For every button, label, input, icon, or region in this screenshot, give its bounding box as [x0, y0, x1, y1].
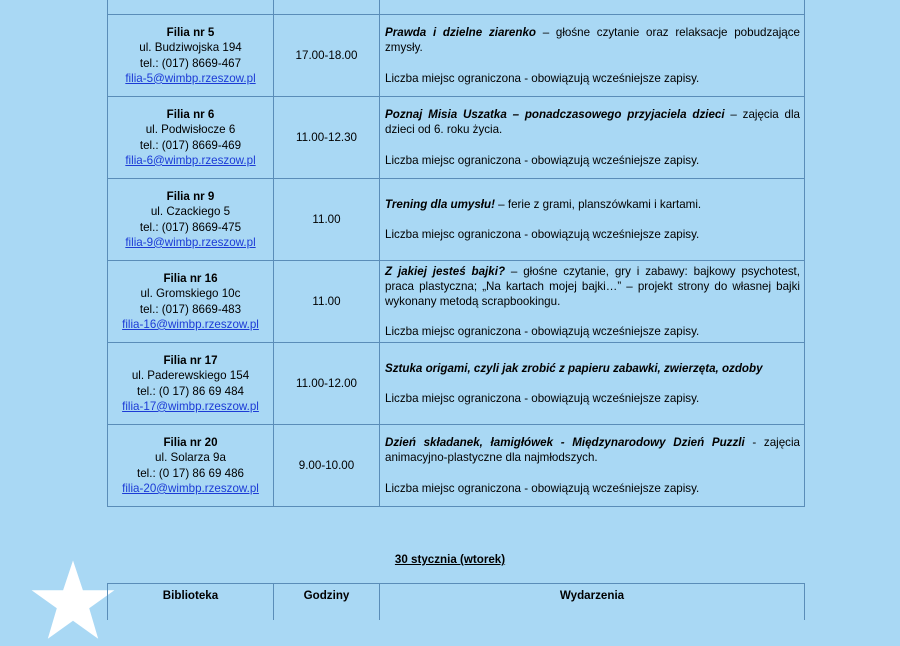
event-title: Dzień składanek, łamigłówek - Międzynarodowy Dzień Puzzli	[385, 436, 745, 450]
branch-cell	[108, 15, 274, 97]
branch-address: ul. Paderewskiego 154	[131, 369, 250, 383]
event-description	[385, 197, 800, 212]
hours-cell: 11.00	[274, 261, 380, 343]
branch-cell	[108, 261, 274, 343]
table-row	[108, 97, 805, 179]
date-heading: 30 stycznia (wtorek)	[394, 553, 506, 566]
branch-name: Filia nr 16	[163, 272, 218, 286]
branch-name: Filia nr 9	[166, 190, 215, 204]
hours-cell: 11.00-12.30	[274, 97, 380, 179]
event-note: Liczba miejsc ograniczona - obowiązują wcześniejsze zapisy.	[385, 71, 700, 85]
event-desc: – zajęcia dla dzieci od 6. roku życia.	[385, 108, 801, 137]
table-row	[108, 15, 805, 97]
hours-cell: 9.00-10.00	[274, 425, 380, 507]
event-cell	[380, 261, 805, 343]
branch-phone: tel.: (0 17) 86 69 484	[137, 384, 244, 398]
branch-cell	[108, 343, 274, 425]
branch-cell	[108, 97, 274, 179]
header-row	[108, 584, 805, 621]
branch-phone: tel.: (017) 8669-469	[139, 138, 242, 152]
event-cell	[380, 425, 805, 507]
event-description	[385, 107, 800, 137]
table-row	[108, 179, 805, 261]
event-title: Prawda i dzielne ziarenko	[385, 26, 536, 40]
event-description	[385, 361, 800, 376]
event-title: Poznaj Misia Uszatka – ponadczasowego przyjaciela dzieci	[385, 108, 725, 122]
event-title: Sztuka origami, czyli jak zrobić z papieru zabawki, zwierzęta, ozdoby	[385, 361, 763, 375]
event-title: Z jakiej jesteś bajki?	[385, 264, 506, 278]
event-cell	[380, 15, 805, 97]
branch-email-link[interactable]: filia-6@wimbp.rzeszow.pl	[125, 153, 256, 167]
branch-email-link[interactable]: filia-9@wimbp.rzeszow.pl	[125, 235, 256, 249]
branch-name: Filia nr 17	[163, 354, 218, 368]
event-note: Liczba miejsc ograniczona - obowiązują wcześniejsze zapisy.	[385, 228, 700, 241]
branch-name: Filia nr 6	[166, 108, 215, 122]
schedule-document	[107, 0, 804, 507]
branch-address: ul. Podwisłocze 6	[145, 123, 236, 137]
schedule-table	[107, 0, 805, 507]
event-desc: - zajęcia animacyjno-plastyczne dla najmłodszych.	[385, 436, 800, 465]
event-cell	[380, 179, 805, 261]
branch-cell	[108, 425, 274, 507]
branch-email-link[interactable]: filia-17@wimbp.rzeszow.pl	[122, 399, 259, 413]
event-note: Liczba miejsc ograniczona - obowiązują wcześniejsze zapisy.	[385, 153, 700, 167]
branch-phone: tel.: (0 17) 86 69 486	[137, 466, 244, 480]
branch-phone: tel.: (017) 8669-475	[139, 220, 242, 234]
event-cell	[380, 0, 805, 15]
event-description	[385, 25, 800, 55]
event-description	[385, 435, 800, 465]
event-desc: – głośne czytanie, gry i zabawy: bajkowy psychotest, praca plastyczna; „Na kartach mojej bajki…” – projekt strony do własnej bajki wykonany metodą scrapbookingu.	[385, 264, 801, 308]
branch-address: ul. Gromskiego 10c	[140, 287, 241, 301]
star-decoration	[28, 556, 118, 646]
hours-cell: 17.00-18.00	[274, 15, 380, 97]
branch-name: Filia nr 5	[166, 26, 215, 40]
table-row	[108, 425, 805, 507]
branch-phone: tel.: (017) 8669-467	[139, 56, 242, 70]
branch-cell	[108, 0, 274, 15]
next-table-header	[107, 583, 805, 620]
event-note: Liczba miejsc ograniczona - obowiązują wcześniejsze zapisy.	[385, 481, 700, 495]
event-title: Trening dla umysłu!	[385, 197, 495, 211]
branch-email-link[interactable]: filia-5@wimbp.rzeszow.pl	[125, 71, 256, 85]
branch-cell	[108, 179, 274, 261]
branch-email-link[interactable]: filia-16@wimbp.rzeszow.pl	[122, 317, 259, 331]
header-events: Wydarzenia	[380, 584, 805, 621]
event-desc: – ferie z grami, planszówkami i kartami.	[494, 197, 702, 211]
table-row	[108, 0, 805, 15]
branch-name: Filia nr 20	[163, 436, 218, 450]
event-description	[385, 264, 800, 310]
branch-address: ul. Czackiego 5	[150, 205, 231, 219]
branch-address: ul. Solarza 9a	[155, 451, 226, 465]
hours-cell	[274, 0, 380, 15]
branch-phone: tel.: (017) 8669-483	[139, 302, 242, 316]
event-cell	[380, 97, 805, 179]
table-row	[108, 261, 805, 343]
header-hours: Godziny	[274, 584, 380, 621]
event-desc: – głośne czytanie oraz relaksacje pobudzające zmysły.	[385, 26, 800, 55]
event-note: Liczba miejsc ograniczona - obowiązują wcześniejsze zapisy.	[385, 392, 700, 405]
table-row	[108, 343, 805, 425]
branch-address: ul. Budziwojska 194	[139, 41, 242, 55]
header-library: Biblioteka	[108, 584, 274, 621]
hours-cell: 11.00	[274, 179, 380, 261]
branch-email-link[interactable]: filia-20@wimbp.rzeszow.pl	[122, 481, 259, 495]
event-cell	[380, 343, 805, 425]
event-note: Liczba miejsc ograniczona - obowiązują wcześniejsze zapisy.	[385, 325, 700, 339]
hours-cell: 11.00-12.00	[274, 343, 380, 425]
